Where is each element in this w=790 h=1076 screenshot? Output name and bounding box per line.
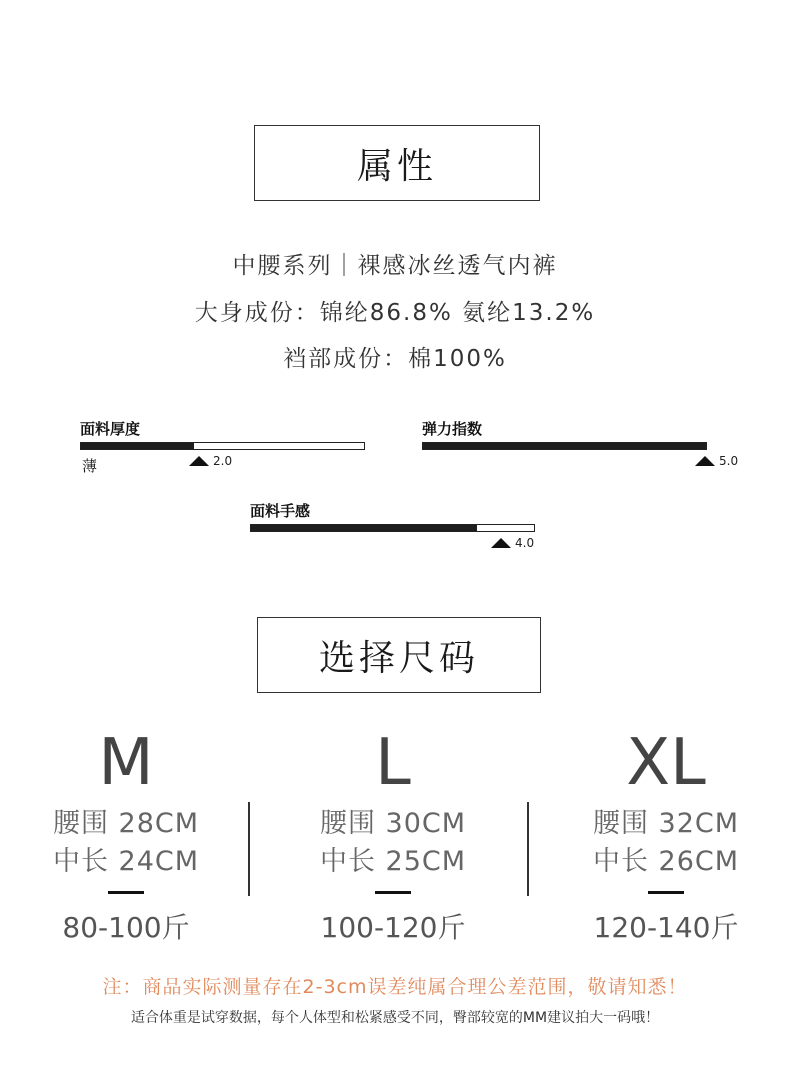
handfeel-bar-fill	[251, 525, 477, 531]
size-waist: 腰围 32CM	[592, 808, 740, 839]
size-letter: XL	[626, 726, 706, 800]
body-composition-line: 大身成份：锦纶86.8% 氨纶13.2%	[194, 300, 596, 326]
triangle-up-icon	[491, 538, 511, 548]
thickness-bar	[80, 442, 365, 450]
size-length: 中长 25CM	[319, 846, 467, 877]
elasticity-marker	[695, 454, 738, 468]
sizes-title: 选择尺码	[318, 637, 479, 679]
size-waist: 腰围 28CM	[52, 808, 200, 839]
handfeel-marker	[491, 536, 534, 550]
elasticity-value: 5.0	[719, 454, 739, 468]
size-letter: L	[375, 726, 411, 800]
size-weight: 100-120斤	[320, 911, 466, 944]
triangle-up-icon	[189, 456, 209, 466]
thickness-marker	[189, 454, 232, 468]
size-length: 中长 26CM	[592, 846, 740, 877]
handfeel-bar	[250, 524, 535, 532]
elasticity-bar-fill	[423, 443, 706, 449]
elasticity-label: 弹力指数	[422, 420, 483, 438]
size-column-m	[11, 725, 241, 946]
elasticity-bar	[422, 442, 707, 450]
fit-tip: 适合体重是试穿数据，每个人体型和松紧感受不同，臀部较宽的MM建议拍大一码哦！	[130, 1010, 660, 1026]
measurement-warning: 注：商品实际测量存在2-3cm误差纯属合理公差范围，敬请知悉！	[102, 976, 688, 998]
crotch-composition-line: 裆部成份：棉100%	[283, 346, 507, 372]
thickness-bar-fill	[81, 443, 194, 449]
column-divider	[527, 802, 529, 896]
size-letter: M	[98, 726, 154, 800]
handfeel-value: 4.0	[515, 536, 535, 550]
size-weight: 120-140斤	[593, 911, 739, 944]
size-length: 中长 24CM	[52, 846, 200, 877]
thickness-value: 2.0	[213, 454, 233, 468]
handfeel-label: 面料手感	[250, 502, 311, 520]
size-divider-dash	[108, 891, 144, 894]
size-column-xl	[551, 725, 781, 946]
column-divider	[248, 802, 250, 896]
attributes-title-box	[254, 125, 540, 201]
sizes-title-box	[257, 617, 541, 693]
size-weight: 80-100斤	[62, 911, 190, 944]
triangle-up-icon	[695, 456, 715, 466]
size-column-l	[278, 725, 508, 946]
attributes-title: 属性	[356, 145, 437, 187]
size-divider-dash	[375, 891, 411, 894]
thickness-label: 面料厚度	[80, 420, 141, 438]
series-line: 中腰系列｜裸感冰丝透气内裤	[232, 253, 558, 279]
thickness-low-label: 薄	[82, 457, 98, 475]
size-divider-dash	[648, 891, 684, 894]
size-waist: 腰围 30CM	[319, 808, 467, 839]
